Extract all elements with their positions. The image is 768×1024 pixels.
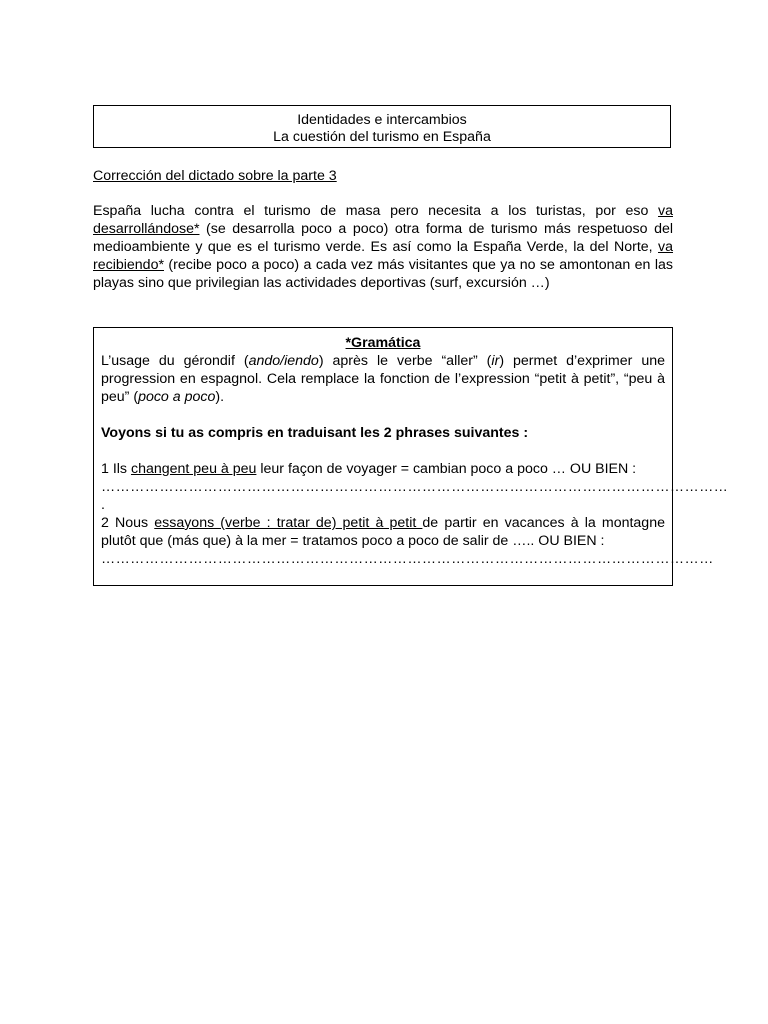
title-box [93,105,671,148]
explanation-text-e: ) permet d’exprimer une progression en espagnol. Cela remplace la fonction de l’expression “petit à petit”, “peu à peu” ( [101,353,666,405]
explanation-italic-d: ir [491,353,500,369]
title-line-2: La cuestión del turismo en España [273,129,491,145]
sentence-2 [101,514,665,550]
sentence-1 [101,460,665,478]
grammar-box [93,327,729,586]
underlined-verb-2: va recibiendo* [93,239,673,273]
paragraph-text-2: (se desarrolla poco a poco) otra forma de turismo más respetuoso del medioambiente y que es el turismo verde. Es así como la España Verde, la del Norte, [93,221,673,255]
sentence-2-end: de partir en vacances à la montagne plutôt que (más que) à la mer = tratamos poco a poco de salir de ….. OU BIEN : [101,515,665,549]
explanation-italic-f: poco a poco [138,389,216,405]
sentence-2-underlined: essayons (verbe : tratar de) petit à petit [154,515,423,531]
spacer [101,442,665,460]
section-heading: Corrección del dictado sobre la parte 3 [93,168,337,184]
explanation-italic-b: ando/iendo [248,353,319,369]
answer-line-2[interactable]: ……………………………………………………………………………………………………………… [101,551,714,567]
sentence-1-underlined: changent peu à peu [130,461,257,477]
underlined-verb-1: va desarrollándose* [93,203,673,237]
paragraph-text-1: España lucha contra el turismo de masa pero necesita a los turistas, por eso [93,203,659,219]
grammar-explanation [101,352,665,406]
grammar-title: *Gramática [345,335,421,351]
exercise-instruction: Voyons si tu as compris en traduisant les 2 phrases suivantes : [101,425,529,441]
answer-line-1[interactable]: ………………………………………………………………………………………………………………… [101,479,729,495]
explanation-text-a: L’usage du gérondif ( [101,353,249,369]
sentence-1-end: leur façon de voyager = cambian poco a poco … OU BIEN : [256,461,637,477]
explanation-text-c: ) après le verbe “aller” ( [318,353,492,369]
explanation-text-g: ). [215,389,225,405]
sentence-2-start: 2 Nous [101,515,155,531]
title-line-1: Identidades e intercambios [297,112,467,128]
sentence-1-start: 1 Ils [101,461,131,477]
paragraph-text-3: (recibe poco a poco) a cada vez más visitantes que ya no se amontonan en las playas sino que privilegian las actividades deportivas (surf, excursión …) [93,257,673,291]
dictation-paragraph [93,202,673,292]
answer-line-1-end: . [101,497,105,513]
spacer [101,406,665,424]
